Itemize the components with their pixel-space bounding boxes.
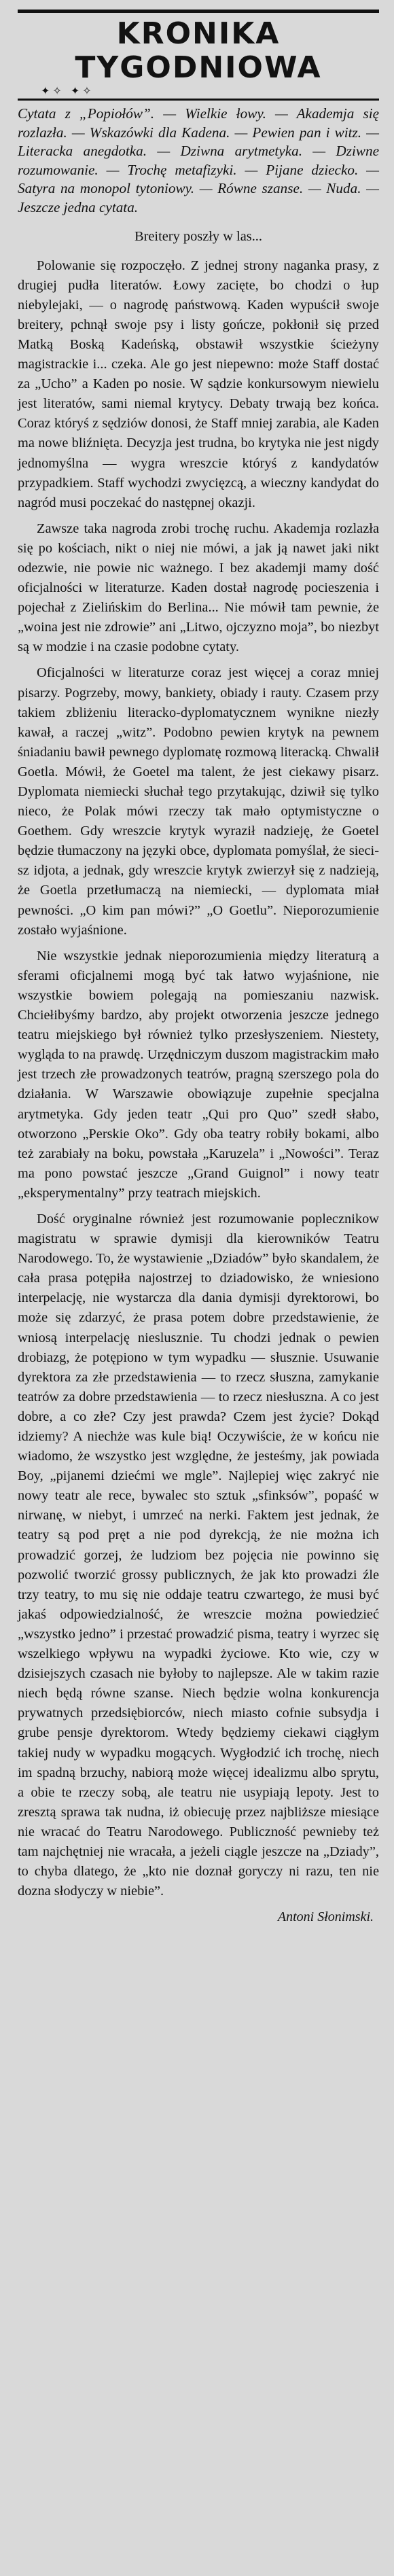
lead-line: Breitery poszły w las... bbox=[134, 228, 262, 244]
column-title: KRONIKA TYGODNIOWA bbox=[75, 16, 322, 85]
article-paragraph: Nie wszystkie jednak nieporozumienia między literaturą a sferami oficjalnemi mogą być tak łatwo wyjaśnione, nie wszystkie bowiem polegają na pomieszaniu nazwisk. Chciełibyśmy bardzo, aby projekt otworzenia jeszcze jednego teatru miejskiego był również tylko przesłyszeniem. Niestety, wygląda to na prawdę. Urzędniczym duszom magistrackim mało jest trzech złe prowadzonych teatrów, pragną szerszego pola do działania. W Warszawie obowiązuje zupełnie specjalna arytmetyka. Gdy jeden teatr „Qui pro Quo” szedł słabo, otworzono „Perskie Oko”. Gdy oba teatry robiły bokami, albo też zarabiały na boku, powstała „Karuzela” i „Nowości”. Teraz ma pono powstać jeszcze „Grand Guignol” i nowy teatr „eksperymentalny” przy teatrach miejskich. bbox=[18, 948, 379, 1201]
masthead-ornament-icon: ✦✧ ✦✧ bbox=[41, 84, 94, 97]
topics-summary: Cytata z „Popiołów”. — Wielkie łowy. — Akademja się rozlazła. — Wskazówki dla Kadena. — Pewien pan i witz. — Literacka anegdotka. — Dziwna arytmetyka. — Dziwne rozumowanie. — Trochę metafizyki. — Pijane dziecko. — Satyra na monopol tytoniowy. — Równe szanse. — Nuda. — Jeszcze jedna cytata. bbox=[18, 105, 379, 215]
article-paragraph: Dość oryginalne również jest rozumowanie poplecznikow magistratu w sprawie dymisji dla kierowników Teatru Narodowego. To, że wystawienie „Dziadów” było skandalem, że cała prasa potępiła najostrzej to dziadowisko, że wniesiono interpelację, nie wystarcza dla dania dymisji dyrektorowi, bo może się zdarzyć, że prasa potem dobre przedstawienie, że wniosą interpelację nieslusznie. Tu chodzi jednak o pewien drobiazg, że potępiono w tym wypadku — słusznie. Usuwanie dyrektora za złe przedstawienia — to rzecz słuszna, zamykanie teatrów za dobre przedstawienia — to rzecz niesłuszna. A co jest dobre, a co złe? Czy jest prawda? Czem jest życie? Dokąd idziemy? A niechże was kule bią! Oczywiście, że w końcu nie wiadomo, że wszystko jest względne, że jesteśmy, jak powiada Boy, „pijanemi dziećmi we mgle”. Najlepiej więc zakryć nie nowy teatr ale rece, bywalec sto sztuk „sfinksów”, popaść w nirwanę, w niebyt, i umrzeć na nerki. Faktem jest jednak, że teatry są pod pręt a nie pod dyrekcją, że nie można ich prowadzić gorzej, że ludziom bez pojęcia nie powinno się pozwolić tworzić grossy publicznych, że jak kto prowadzi źle trzy teatry, to mu się nie oddaje teatru czwartego, że musi być jakaś odpowiedzialność, że wreszcie można powiedzieć „wszystko jedno” i przestać prowadzić pisma, teatry i wyrzec się wszelkiego wpływu na wypadki życiowe. Kto wie, czy w dzisiejszych czasach nie byłoby to najlepsze. Ale w takim razie niech będą równe szanse. Niech będzie wolna konkurencja prywatnych przedsiębiorców, niech miasto cofnie subsydja i grube pensje dyrektorom. Wtedy będziemy ciekawi ciągłym takiej nudy w wypadku mogących. Wygłodzić ich trochę, niech im spadną brzuchy, nabiorą może więcej idealizmu albo sprytu, a obie te rzeczy sobą, ale teatru nie usypiają lepoty. Jest to zresztą sprawa tak nudna, iż obiecuję przez najbliższe miesiące nie wracać do Teatru Narodowego. Publiczność pewnieby też tam najchętniej nie wracała, a jeżeli ciągle jeszcze na „Dziady”, to chyba dlatego, że „kto nie doznał goryczy ni razu, ten nie dozna słodyczy w niebie”. bbox=[18, 1211, 379, 1899]
article-paragraph: Oficjalności w literaturze coraz jest więcej a coraz mniej pisarzy. Pogrzeby, mowy, bankiety, obiady i rauty. Czasem przy takiem zbliżeniu literacko-dyplomatycznem wynikne niezły kawał, a raczej „witz”. Podobno pewien krytyk na pewnem śniadaniu bawił pewnego dyplomatę rozmową literacką. Chwalił Goetla. Mówił, że Goetel ma talent, że jest ciekawy pisarz. Dyplomata niemiecki słuchał tego przytakując, dziwił się tylko nieco, że Polak mówi rzeczy tak mało optymistyczne o Goethem. Gdy wreszcie krytyk wyraził nadzieję, że Goetel będzie tłumaczony na języki obce, dyplomata pomyślał, że sieci-sz idjota, a jednak, gdy wreszcie krytyk zwierzył się z nadzieją, że Goetla przetłumaczą na niemiecki, — dyplomata miał pewności. „O kim pan mówi?” „O Goetlu”. Nieporozumienie zostało wyjaśnione. bbox=[18, 665, 379, 938]
author-signature: Antoni Słonimski. bbox=[277, 1909, 374, 1925]
article-paragraph: Polowanie się rozpoczęło. Z jednej strony naganka prasy, z drugiej pudła literatów. Łowy zacięte, bo chodzi o łup niebylejaki, — o nagrodę państwową. Kaden wypuścił swoje breitery, pchnął swoje psy i listy gończe, pokłonił się przed Matką Boską Kadeńską, obstawił wszystkie ścieżyny magistrackie i... czeka. Ale go jest niepewno: może Staff dostać za „Ucho” a Kaden po nosie. W sądzie konkursowym niewielu jest literatów, sami niemal krytycy. Debaty trwają bez końca. Coraz któryś z sędziów donosi, że Staff mniej zarabia, ale Kaden ma nowe bliźnięta. Decyzja jest trudna, bo krytyka nie jest nigdy jednomyślna — wygra wreszcie któryś z kandydatów przypadkiem. Staff wychodzi zwycięzcą, a wieczny kandydat do nagród musi poczekać do następnej okazji. bbox=[18, 258, 379, 510]
column-masthead bbox=[18, 10, 379, 101]
article-paragraph: Zawsze taka nagroda zrobi trochę ruchu. Akademja rozlazła się po kościach, nikt o niej nie mówi, a jak ją nawet jaki nikt odezwie, nie powie nic ważnego. I bez akademji mamy dość oficjalności w literaturze. Kaden dostał nagrodę pocieszenia i pojechał z Zielińskim do Berlina... Nie mówił tam pewnie, że „woina jest nie zdrowie” ani „Litwo, ojczyzno moja”, bo niezbyt są w modzie i na czasie podobne cytaty. bbox=[18, 521, 379, 655]
